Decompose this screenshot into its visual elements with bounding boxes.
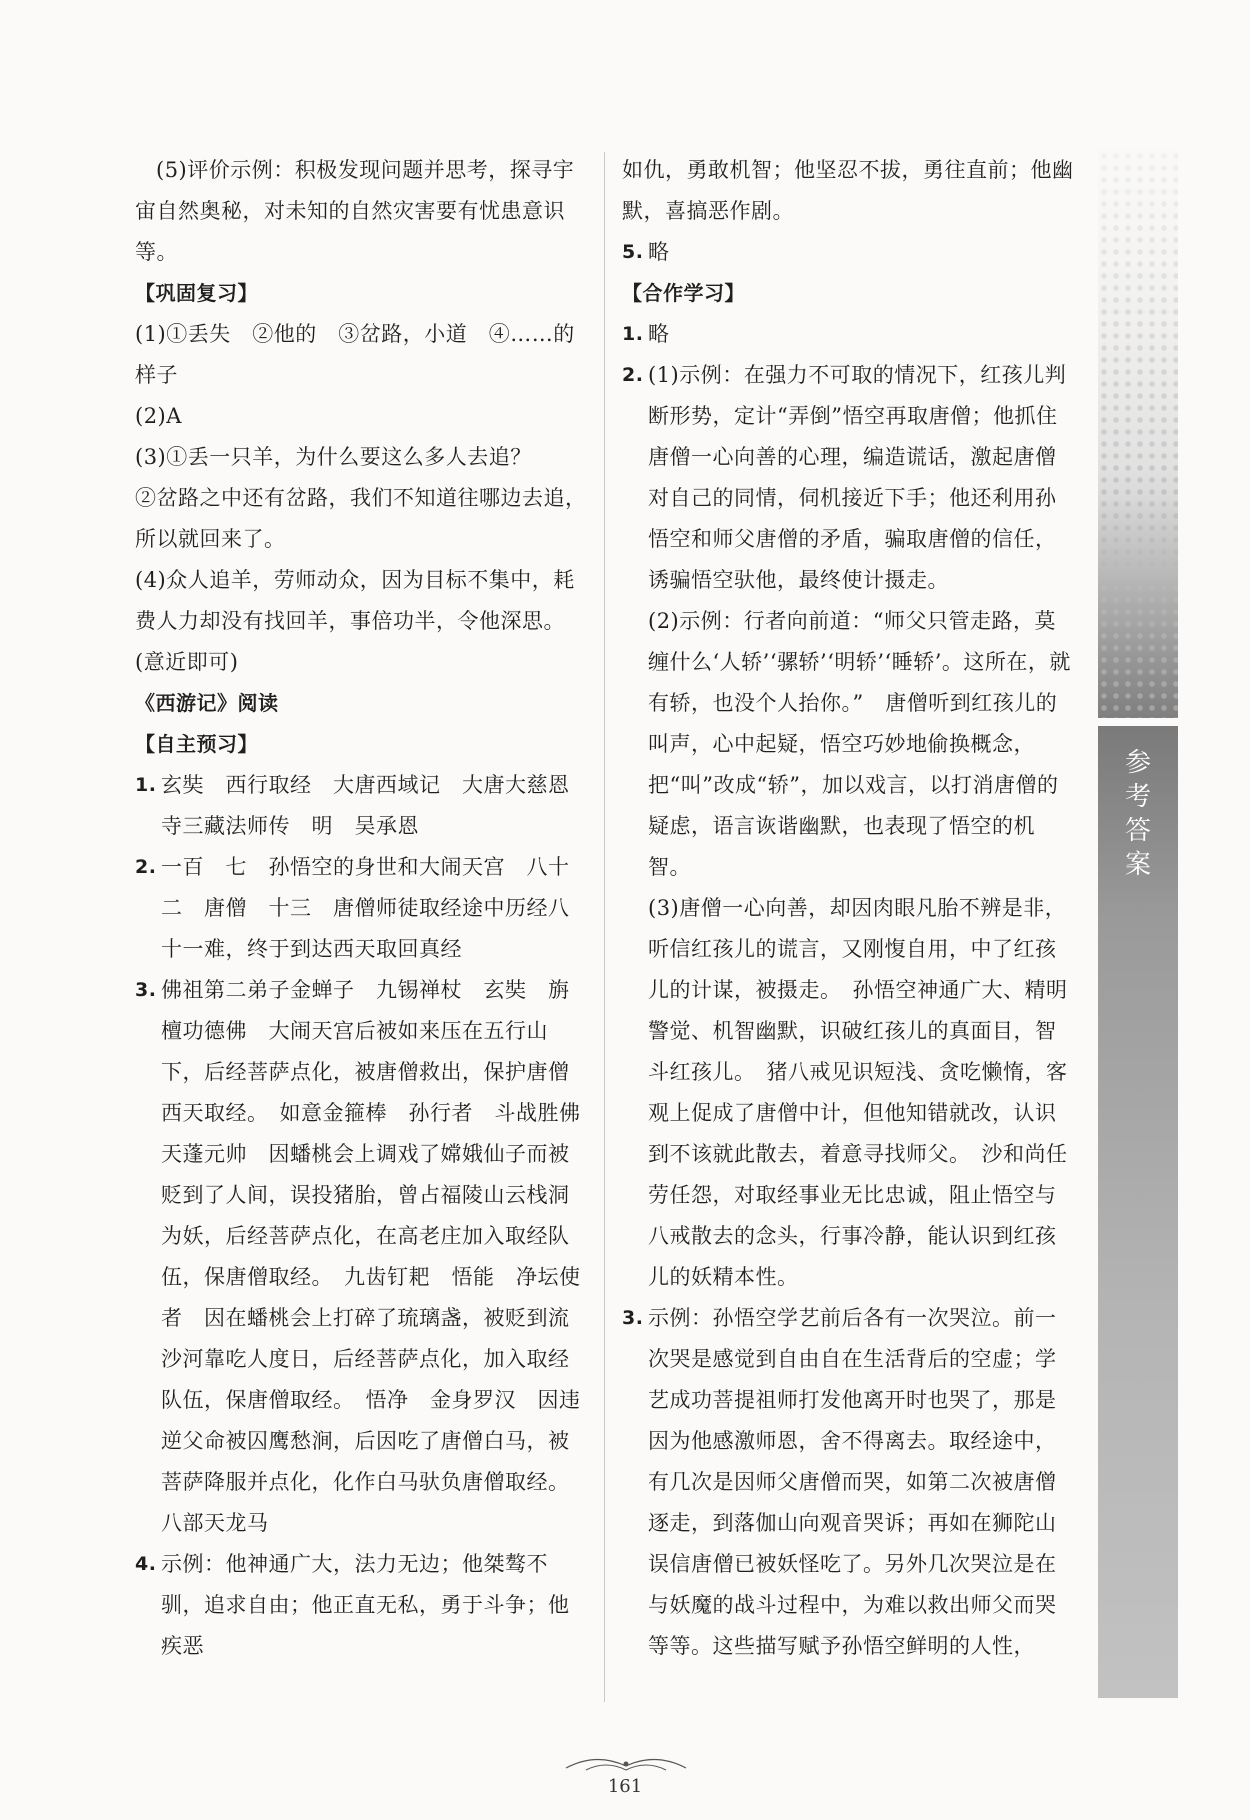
answer-line: (2)A bbox=[135, 404, 182, 428]
answer-text: 玄奘 西行取经 大唐西域记 大唐大慈恩寺三藏法师传 明 吴承恩 bbox=[161, 773, 570, 838]
answer-subitem: (3)唐僧一心向善，却因肉眼凡胎不辨是非，听信红孩儿的谎言，又刚愎自用，中了红孩儿的计谋，被摄走。 孙悟空神通广大、精明警觉、机智幽默，识破红孩儿的真面目，智斗红孩儿。 猪八戒见识短浅、贪吃懒惰，客观上促成了唐僧中计，但他知错就改，认识到不该就此散去，着意寻找师父。 沙和尚任劳任怨，对取经事业无比忠诚，阻止悟空与八戒散去的念头，行事冷静，能认识到红孩儿的妖精本性。 bbox=[648, 896, 1068, 1289]
footer-ornament bbox=[556, 1750, 696, 1776]
answer-number: 1. bbox=[622, 323, 644, 345]
answer-number: 3. bbox=[622, 1307, 644, 1329]
answer-line: (3)①丢一只羊，为什么要这么多人去追？ bbox=[135, 445, 532, 469]
answer-text: 示例：他神通广大，法力无边；他桀骜不驯，追求自由；他正直无私，勇于斗争；他疾恶 bbox=[161, 1552, 570, 1658]
answer-item bbox=[622, 1298, 1077, 1667]
answer-item bbox=[622, 232, 1077, 273]
answer-text: 略 bbox=[648, 322, 670, 346]
answer-text: 示例：孙悟空学艺前后各有一次哭泣。前一次哭是感觉到自由自在生活背后的空虚；学艺成功菩提祖师打发他离开时也哭了，那是因为他感激师恩，舍不得离去。取经途中，有几次是因师父唐僧而哭，如第二次被唐僧逐走，到落伽山向观音哭诉；再如在狮陀山误信唐僧已被妖怪吃了。另外几次哭泣是在与妖魔的战斗过程中，为难以救出师父而哭等等。这些描写赋予孙悟空鲜明的人性， bbox=[648, 1306, 1057, 1658]
answer-item bbox=[135, 970, 602, 1544]
answer-item bbox=[135, 1544, 590, 1667]
answer-line: 如仇，勇敢机智；他坚忍不拔，勇往直前；他幽默，喜搞恶作剧。 bbox=[622, 158, 1074, 223]
answer-number: 2. bbox=[622, 364, 644, 386]
answer-text: 一百 七 孙悟空的身世和大闹天宫 八十二 唐僧 十三 唐僧师徒取经途中历经八十一难，终于到达西天取回真经 bbox=[161, 855, 570, 961]
answer-number: 1. bbox=[135, 774, 157, 796]
answer-line: (1)①丢失 ②他的 ③岔路，小道 ④……的样子 bbox=[135, 322, 575, 387]
answer-item bbox=[622, 355, 1077, 601]
answer-paragraph: (5)评价示例：积极发现问题并思考，探寻宇宙自然奥秘，对未知的自然灾害要有忧患意识等。 bbox=[135, 158, 575, 264]
column-divider bbox=[604, 152, 605, 1702]
section-heading: 《西游记》阅读 bbox=[135, 691, 279, 715]
answer-subitem: (2)示例：行者向前道：“师父只管走路，莫缠什么‘人轿’‘骡轿’‘明轿’‘睡轿’。这所在，就有轿，也没个人抬你。” 唐僧听到红孩儿的叫声，心中起疑，悟空巧妙地偷换概念，把“叫”改成“轿”，加以戏言，以打消唐僧的疑虑，语言诙谐幽默，也表现了悟空的机智。 bbox=[648, 609, 1071, 879]
section-heading: 【巩固复习】 bbox=[135, 281, 258, 305]
answer-text: 略 bbox=[648, 240, 670, 264]
answer-text: 佛祖第二弟子金蝉子 九锡禅杖 玄奘 旃檀功德佛 大闹天宫后被如来压在五行山下，后经菩萨点化，被唐僧救出，保护唐僧西天取经。 如意金箍棒 孙行者 斗战胜佛 天蓬元帅 因蟠桃会上调戏了嫦娥仙子而被贬到了人间，误投猪胎，曾占福陵山云栈洞为妖，后经菩萨点化，在高老庄加入取经队伍，保唐僧取经。 九齿钉耙 悟能 净坛使者 因在蟠桃会上打碎了琉璃盏，被贬到流沙河靠吃人度日，后经菩萨点化，加入取经队伍，保唐僧取经。 悟净 金身罗汉 因违逆父命被囚鹰愁涧，后因吃了唐僧白马，被菩萨降服并点化，化作白马驮负唐僧取经。 八部天龙马 bbox=[161, 978, 602, 1535]
answer-item bbox=[135, 765, 590, 847]
answer-number: 4. bbox=[135, 1553, 157, 1575]
sidebar-pattern-fade bbox=[1098, 150, 1178, 718]
answer-line: ②岔路之中还有岔路，我们不知道往哪边去追，所以就回来了。 bbox=[135, 486, 587, 551]
answer-item bbox=[622, 314, 1077, 355]
answer-number: 3. bbox=[135, 979, 157, 1001]
answer-item bbox=[135, 847, 590, 970]
section-heading: 【合作学习】 bbox=[622, 281, 745, 305]
answer-number: 2. bbox=[135, 856, 157, 878]
answer-number: 5. bbox=[622, 241, 644, 263]
answer-text: (1)示例：在强力不可取的情况下，红孩儿判断形势，定计“弄倒”悟空再取唐僧；他抓住唐僧一心向善的心理，编造谎话，激起唐僧对自己的同情，伺机接近下手；他还利用孙悟空和师父唐僧的矛盾，骗取唐僧的信任，诱骗悟空驮他，最终使计摄走。 bbox=[648, 363, 1067, 592]
answer-line: (4)众人追羊，劳师动众，因为目标不集中，耗费人力却没有找回羊，事倍功半，令他深思。 bbox=[135, 568, 575, 633]
sidebar-label: 参考答案 bbox=[1124, 748, 1151, 880]
right-column bbox=[622, 150, 1077, 1667]
answer-line: (意近即可) bbox=[135, 650, 239, 674]
section-heading: 【自主预习】 bbox=[135, 732, 258, 756]
left-column bbox=[135, 150, 602, 1667]
page-number: 161 bbox=[607, 1776, 643, 1797]
